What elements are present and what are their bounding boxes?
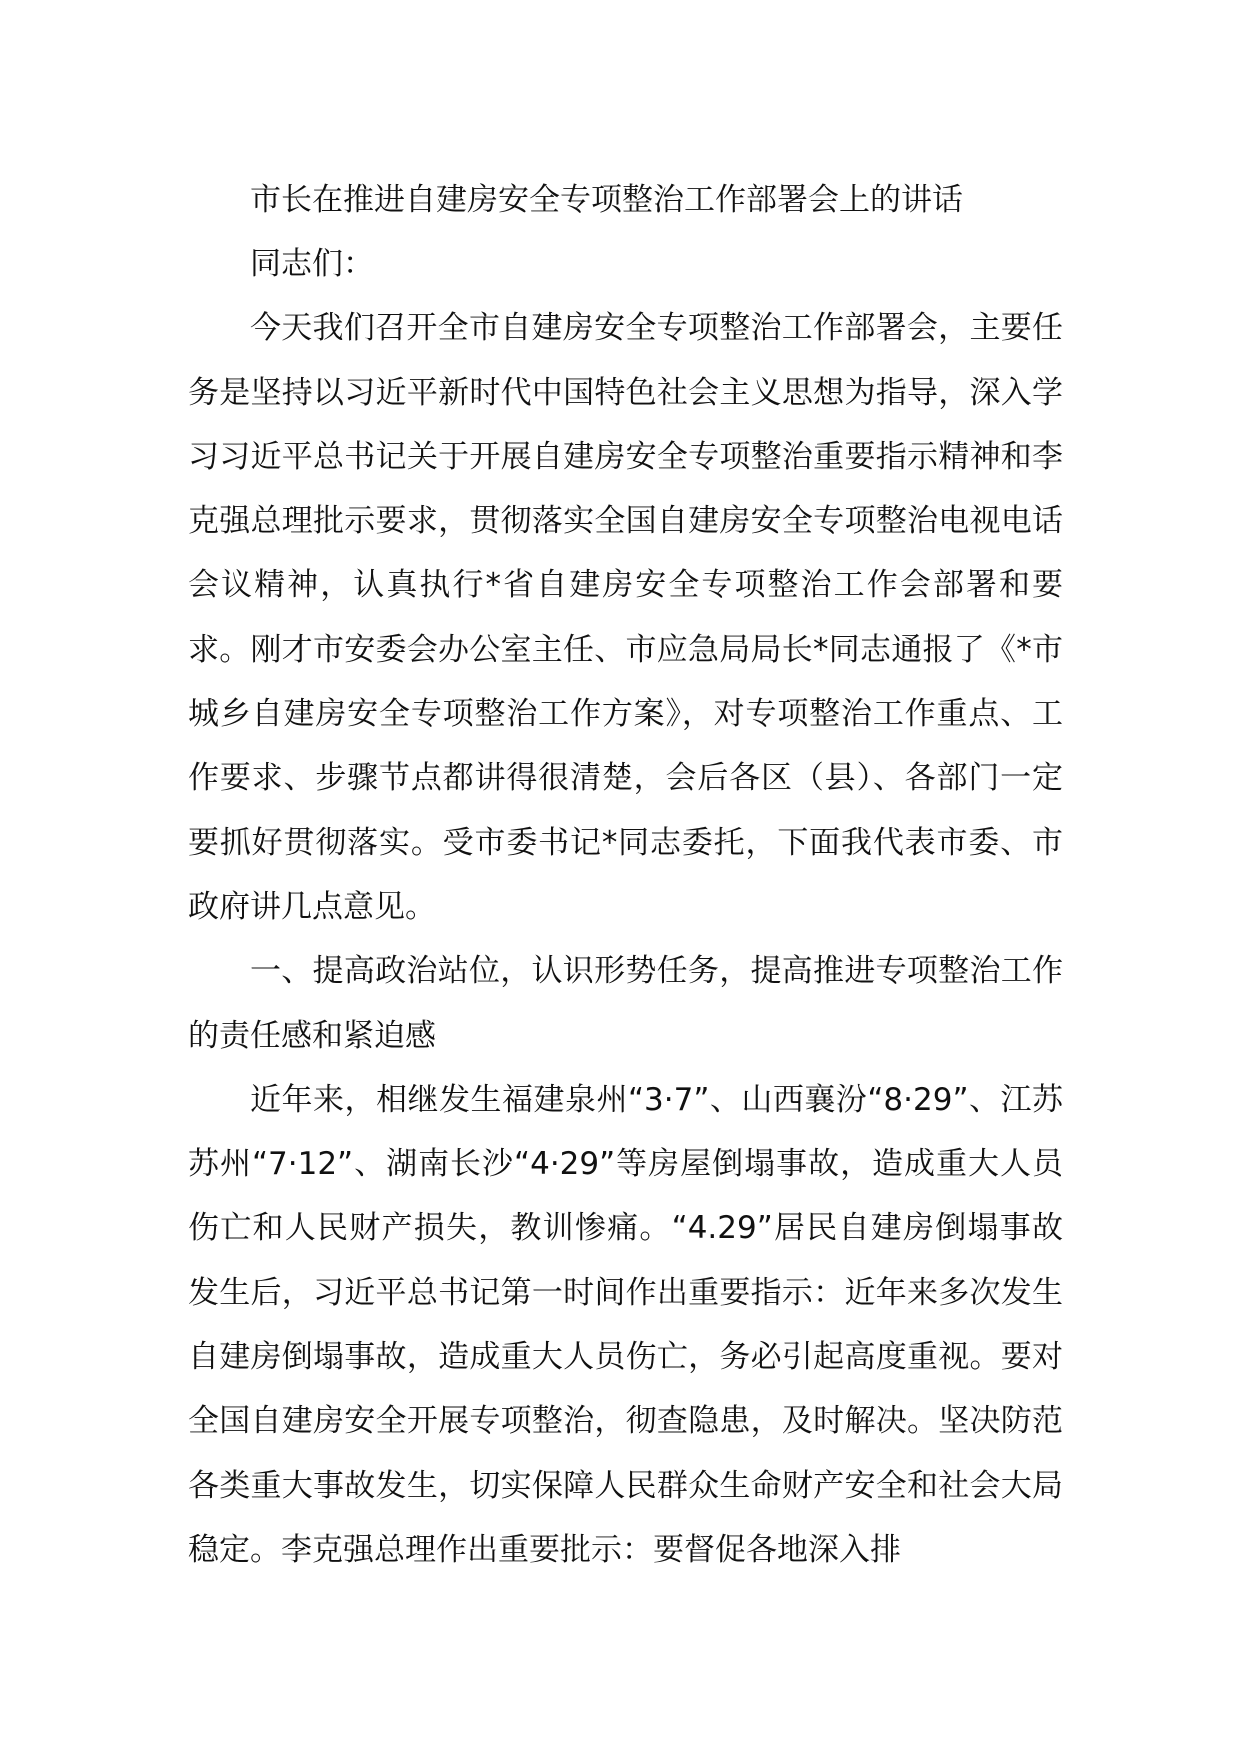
section-heading-1: 一、提高政治站位，认识形势任务，提高推进专项整治工作的责任感和紧迫感 xyxy=(188,953,1063,1054)
paragraph-background: 近年来，相继发生福建泉州“3·7”、山西襄汾“8·29”、江苏苏州“7·12”、湖南长沙“4·29”等房屋倒塌事故，造成重大人员伤亡和人民财产损失，教训惨痛。“4.29”居民自建房倒塌事故发生后，习近平总书记第一时间作出重要指示：近年来多次发生自建房倒塌事故，造成重大人员伤亡，务必引起高度重视。要对全国自建房安全开展专项整治，彻查隐患，及时解决。坚决防范各类重大事故发生，切实保障人民群众生命财产安全和社会大局稳定。李克强总理作出重要批示：要督促各地深入排 xyxy=(188,1081,1063,1568)
document-body xyxy=(188,168,1063,1582)
paragraph-intro: 今天我们召开全市自建房安全专项整治工作部署会，主要任务是坚持以习近平新时代中国特色社会主义思想为指导，深入学习习近平总书记关于开展自建房安全专项整治重要指示精神和李克强总理批示要求，贯彻落实全国自建房安全专项整治电视电话会议精神，认真执行*省自建房安全专项整治工作会部署和要求。刚才市安委会办公室主任、市应急局局长*同志通报了《*市城乡自建房安全专项整治工作方案》，对专项整治工作重点、工作要求、步骤节点都讲得很清楚，会后各区（县）、各部门一定要抓好贯彻落实。受市委书记*同志委托，下面我代表市委、市政府讲几点意见。 xyxy=(188,310,1063,925)
document-title: 市长在推进自建房安全专项整治工作部署会上的讲话 xyxy=(250,182,963,218)
salutation: 同志们： xyxy=(250,246,374,282)
